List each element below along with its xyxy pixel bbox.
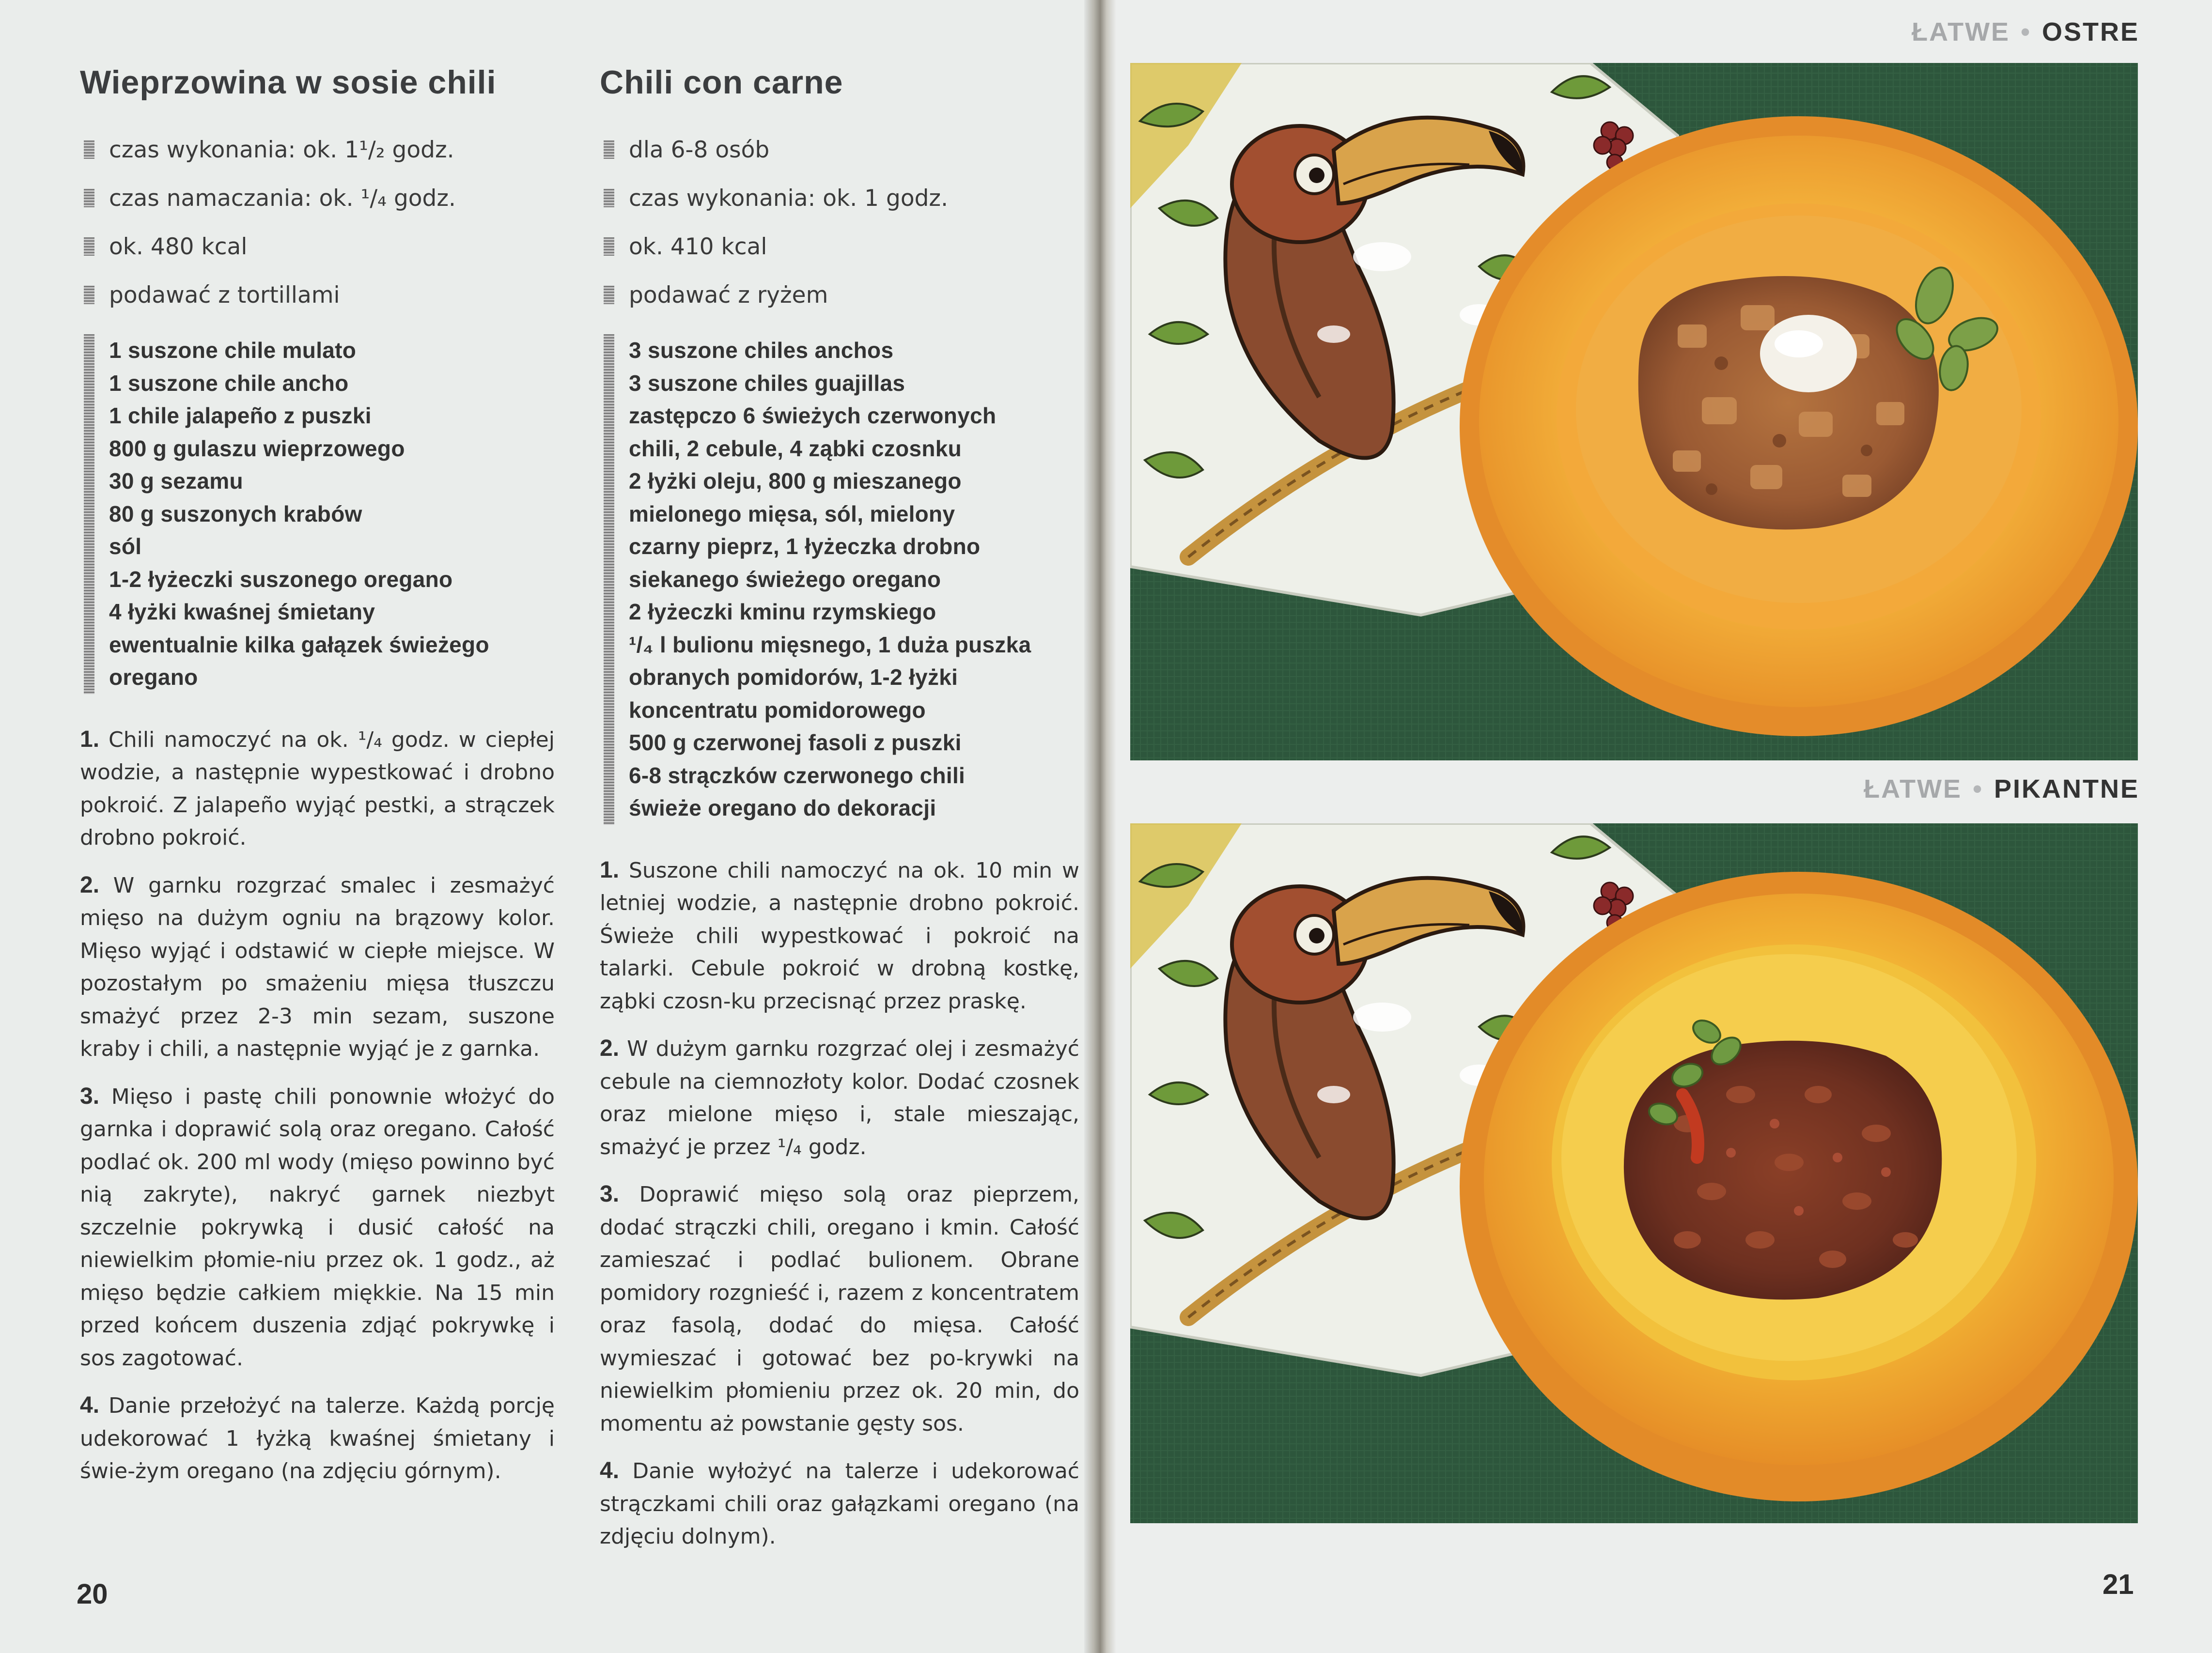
bullet-square-icon: [604, 140, 614, 159]
photo-pork-chili: [1130, 63, 2138, 760]
step: 3. Doprawić mięso solą oraz pieprzem, dodać strączki chili, oregano i kmin. Całość zamieszać i podlać bulionem. Obrane pomidory rozgnieść i, razem z koncentratem oraz fasolą, dodać do mięsa. Całość wymieszać i gotować bez po-krywki na niewielkim płomieniu przez ok. 20 min, do momentu aż powstanie gęsty sos.: [600, 1181, 1079, 1436]
meta-item: czas wykonania: ok. 1 godz.: [600, 174, 1079, 223]
difficulty-tag-bottom: ŁATWE • PIKANTNE: [1864, 774, 2139, 803]
meta-item: dla 6-8 osób: [600, 126, 1079, 174]
step: 4. Danie przełożyć na talerze. Każdą porcję udekorować 1 łyżką kwaśnej śmietany i świe-żym oregano (na zdjęciu górnym).: [80, 1392, 555, 1483]
recipe-chili-con-carne: [600, 58, 1079, 1568]
step: 4. Danie wyłożyć na talerze i udekorować strączkami chili oraz gałązkami oregano (na zdjęciu dolnym).: [600, 1458, 1079, 1549]
meta-item: podawać z ryżem: [600, 271, 1079, 320]
recipe-meta: [80, 126, 555, 320]
recipe-wieprzowina: [80, 58, 555, 1502]
bullet-square-icon: [604, 189, 614, 207]
step: 1. Chili namoczyć na ok. ¹/₄ godz. w ciepłej wodzie, a następnie wypestkować i drobno pokroić. Z jalapeño wyjąć pestki, a strączek drobno pokroić.: [80, 726, 555, 850]
meta-item: czas namaczania: ok. ¹/₄ godz.: [80, 174, 555, 223]
meta-item: czas wykonania: ok. 1¹/₂ godz.: [80, 126, 555, 174]
bullet-square-icon: [604, 237, 614, 256]
meta-item: podawać z tortillami: [80, 271, 555, 320]
ingredients-bar: [84, 334, 94, 694]
bullet-square-icon: [604, 286, 614, 304]
ingredients-list: [80, 334, 555, 694]
ingredients-text: 3 suszone chiles anchos 3 suszone chiles guajillas zastępczo 6 świeżych czerwonych chili, 2 cebule, 4 ząbki czosnku 2 łyżki oleju, 800 g mieszanego mielonego mięsa, sól, mielony czarny pieprz, 1 łyżeczka drobno siekanego świeżego oregano 2 łyżeczki kminu rzymskiego ¹/₄ l bulionu mięsnego, 1 duża puszka obranych pomidorów, 1-2 łyżki koncentratu pomidorowego 500 g czerwonej fasoli z puszki 6-8 strączków czerwonego chili świeże oregano do dekoracji: [629, 338, 1031, 820]
photo-chili-con-carne: [1130, 823, 2138, 1523]
meta-item: ok. 480 kcal: [80, 223, 555, 271]
photo-top: [1130, 63, 2138, 760]
ingredients-list: [600, 334, 1079, 825]
bullet-square-icon: [84, 189, 94, 207]
recipe-title: Chili con carne: [600, 64, 843, 101]
ingredients-text: 1 suszone chile mulato 1 suszone chile ancho 1 chile jalapeño z puszki 800 g gulaszu wieprzowego 30 g sezamu 80 g suszonych krabów sól 1-2 łyżeczki suszonego oregano 4 łyżki kwaśnej śmietany ewentualnie kilka gałązek świeżego oregano: [109, 338, 489, 690]
recipe-meta: [600, 126, 1079, 320]
step: 3. Mięso i pastę chili ponownie włożyć do garnka i doprawić solą oraz oregano. Całość podlać ok. 200 ml wody (mięso powinno być nią zakryte), nakryć garnek niezbyt szczelnie pokrywką i dusić całość na niewielkim płomie-niu przez ok. 1 godz., aż mięso będzie całkiem miękkie. Na 15 min przed końcem duszenia zdjąć pokrywkę i sos zagotować.: [80, 1083, 555, 1371]
step: 1. Suszone chili namoczyć na ok. 10 min w letniej wodzie, a następnie drobno pokroić. Świeże chili wypestkować i pokroić na talarki. Cebule pokroić w drobną kostkę, ząbki czosn-ku przecisnąć przez praskę.: [600, 857, 1079, 1014]
recipe-title: Wieprzowina w sosie chili: [80, 64, 497, 101]
step: 2. W dużym garnku rozgrzać olej i zesmażyć cebule na ciemnozłoty kolor. Dodać czosnek oraz mielone mięso i, stale mieszając, smażyć je przez ¹/₄ godz.: [600, 1035, 1079, 1159]
meta-item: ok. 410 kcal: [600, 223, 1079, 271]
page-number-right: 21: [2103, 1569, 2134, 1600]
bullet-square-icon: [84, 140, 94, 159]
step: 2. W garnku rozgrzać smalec i zesmażyć mięso na dużym ogniu na brązowy kolor. Mięso wyjąć i odstawić w ciepłe miejsce. W pozostałym po smażeniu mięsa tłuszczu smażyć przez 2-3 min sezam, suszone kraby i chili, a następnie wyjąć je z garnka.: [80, 872, 555, 1061]
photo-bottom: [1130, 823, 2138, 1523]
ingredients-bar: [604, 334, 614, 825]
bullet-square-icon: [84, 237, 94, 256]
bullet-square-icon: [84, 286, 94, 304]
page-number-left: 20: [77, 1578, 108, 1610]
difficulty-tag-top: ŁATWE • OSTRE: [1912, 17, 2139, 46]
book-spine: [1084, 0, 1116, 1653]
